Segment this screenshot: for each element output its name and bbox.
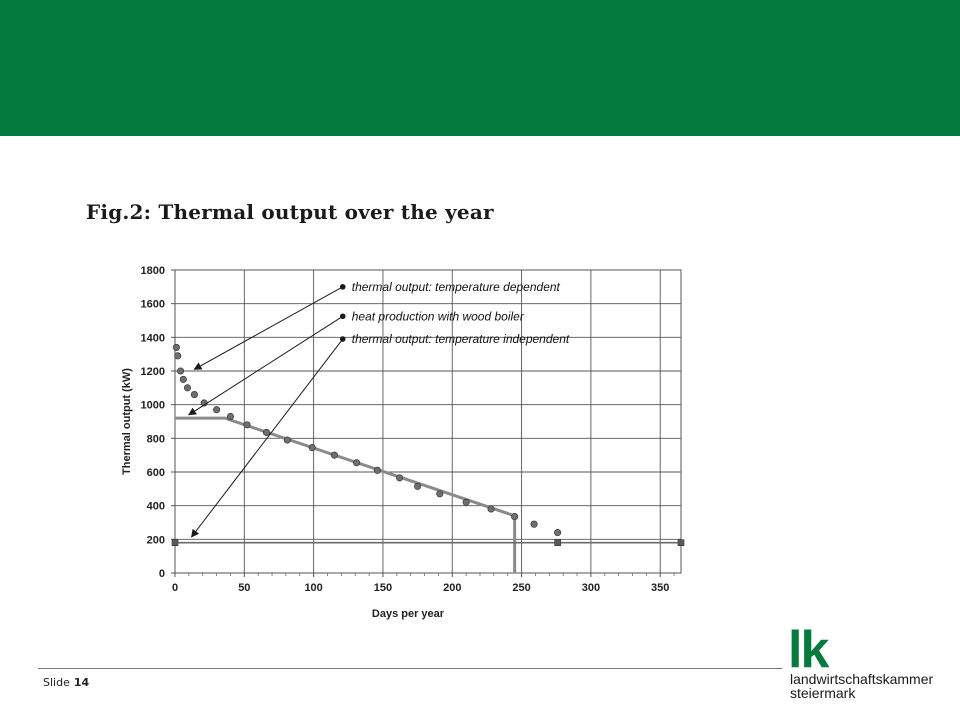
x-tick-label: 100 <box>304 582 323 594</box>
x-tick-label: 50 <box>238 582 251 594</box>
x-axis-label: Days per year <box>371 608 445 620</box>
temperature-dependent-point <box>437 491 443 497</box>
temperature-dependent-point <box>396 475 402 481</box>
temperature-dependent-point <box>175 353 181 359</box>
annotation-label: thermal output: temperature independent <box>351 332 570 347</box>
y-tick-label: 800 <box>146 433 165 446</box>
y-axis-label: Thermal output (kW) <box>121 368 133 475</box>
temperature-dependent-point <box>177 368 183 374</box>
y-tick-label: 1200 <box>140 366 165 378</box>
temperature-independent-point <box>172 540 178 546</box>
temperature-dependent-point <box>353 460 359 466</box>
figure-title: Fig.2: Thermal output over the year <box>86 200 494 224</box>
x-tick-label: 300 <box>581 582 601 594</box>
annotation-dot <box>340 313 346 319</box>
slide-number-value: 14 <box>73 676 90 689</box>
annotation-label: thermal output: temperature dependent <box>351 279 560 294</box>
slide-number <box>43 676 89 689</box>
temperature-dependent-point <box>531 521 537 527</box>
temperature-dependent-point <box>374 467 380 473</box>
y-tick-label: 600 <box>146 467 165 479</box>
lk-logo <box>788 621 948 718</box>
annotation-label: heat production with wood boiler <box>351 309 524 324</box>
x-tick-label: 200 <box>443 582 462 594</box>
x-tick-label: 150 <box>373 582 393 594</box>
y-tick-label: 200 <box>146 534 165 547</box>
y-tick-label: 1600 <box>140 298 165 311</box>
logo-mark: lk <box>788 621 828 679</box>
temperature-dependent-point <box>191 391 197 397</box>
temperature-dependent-point <box>227 413 233 419</box>
temperature-dependent-point <box>331 452 337 458</box>
temperature-independent-point <box>678 540 684 546</box>
x-tick-label: 250 <box>512 582 531 594</box>
temperature-dependent-point <box>309 444 315 450</box>
y-tick-label: 0 <box>158 568 165 580</box>
temperature-dependent-point <box>244 422 250 428</box>
annotation-dot <box>340 284 346 290</box>
annotation-dot <box>340 336 346 342</box>
temperature-dependent-point <box>263 429 269 435</box>
temperature-dependent-point <box>511 513 517 519</box>
x-tick-label: 350 <box>651 582 670 594</box>
temperature-dependent-point <box>488 506 494 512</box>
y-tick-label: 1800 <box>140 265 165 277</box>
temperature-dependent-point <box>173 344 179 350</box>
slide-label-text: Slide <box>43 676 70 689</box>
y-tick-label: 1400 <box>140 332 165 345</box>
temperature-dependent-point <box>284 437 290 443</box>
header-band <box>0 0 960 136</box>
temperature-dependent-point <box>414 483 420 489</box>
thermal-output-chart <box>100 255 700 625</box>
temperature-dependent-point <box>184 385 190 391</box>
temperature-dependent-point <box>463 499 469 505</box>
temperature-dependent-point <box>554 529 560 535</box>
y-tick-label: 1000 <box>140 399 165 412</box>
temperature-dependent-point <box>180 376 186 382</box>
temperature-dependent-point <box>213 407 219 413</box>
footer-rule <box>38 668 782 669</box>
logo-line-2: steiermark <box>790 685 856 701</box>
y-tick-label: 400 <box>146 500 165 513</box>
logo-line-1: landwirtschaftskammer <box>790 671 934 687</box>
temperature-independent-point <box>555 540 561 546</box>
x-tick-label: 0 <box>171 582 179 594</box>
